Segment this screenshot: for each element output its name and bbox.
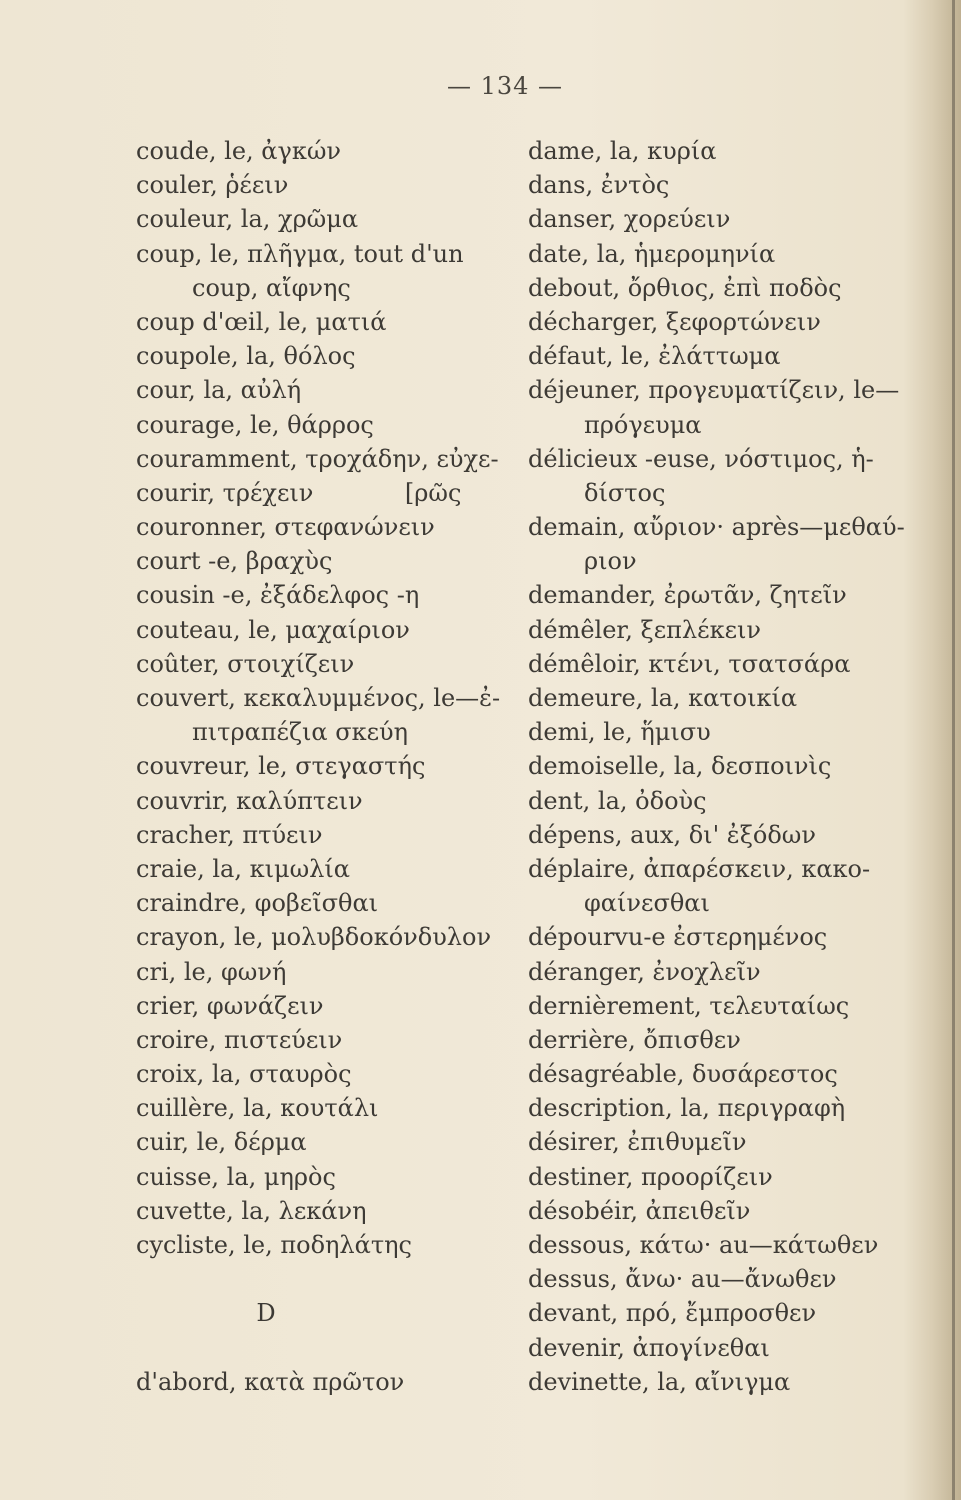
- dictionary-entry: cuillère, la, κουτάλι: [136, 1094, 379, 1123]
- dictionary-entry: date, la, ἡμερομηνία: [528, 239, 776, 268]
- dictionary-entry: cuisse, la, μηρὸς: [136, 1162, 336, 1191]
- dictionary-entry: debout, ὄρθιος, ἐπὶ ποδὸς: [528, 273, 842, 302]
- dictionary-entry: derrière, ὄπισθεν: [528, 1025, 741, 1054]
- dictionary-entry: couleur, la, χρῶμα: [136, 205, 359, 234]
- dictionary-entry: devinette, la, αἴνιγμα: [528, 1367, 791, 1396]
- left-column: [136, 134, 516, 1399]
- dictionary-entry: dessus, ἄνω· au—ἄνωθεν: [528, 1265, 837, 1294]
- dictionary-entry: couler, ῥέειν: [136, 171, 289, 200]
- dictionary-entry: dans, ἐντὸς: [528, 171, 670, 200]
- right-column: [528, 134, 918, 1399]
- dictionary-entry: cracher, πτύειν: [136, 820, 323, 849]
- dictionary-entry: croire, πιστεύειν: [136, 1025, 343, 1054]
- dictionary-entry: déplaire, ἀπαρέσκειν, κακο-: [528, 854, 871, 883]
- dictionary-entry: court -e, βραχὺς: [136, 547, 333, 576]
- section-letter-heading: D: [256, 1299, 276, 1328]
- dictionary-entry: croix, la, σταυρὸς: [136, 1060, 352, 1089]
- dictionary-entry: désirer, ἐπιθυμεῖν: [528, 1128, 747, 1157]
- dictionary-entry: crayon, le, μολυβδοκόνδυλον: [136, 923, 492, 952]
- dictionary-entry: dent, la, ὀδοὺς: [528, 786, 707, 815]
- dictionary-entry: cour, la, αὐλή: [136, 376, 302, 405]
- dictionary-entry: coûter, στοιχίζειν: [136, 649, 355, 678]
- dictionary-entry: crier, φωνάζειν: [136, 991, 324, 1020]
- dictionary-entry: couvreur, le, στεγαστής: [136, 752, 426, 781]
- dictionary-entry: couvrir, καλύπτειν: [136, 786, 363, 815]
- dictionary-entry-continuation: coup, αἴφνης: [192, 273, 351, 302]
- dictionary-entry: description, la, περιγραφὴ: [528, 1094, 846, 1123]
- dictionary-entry: demain, αὔριον· après—μεθαύ-: [528, 513, 905, 542]
- blank-line: [136, 1262, 516, 1296]
- dictionary-entry: craie, la, κιμωλία: [136, 854, 351, 883]
- dictionary-entry-continuation: ριον: [584, 547, 637, 576]
- dictionary-entry: déjeuner, προγευματίζειν, le—: [528, 376, 900, 405]
- dictionary-entry: danser, χορεύειν: [528, 205, 731, 234]
- dictionary-entry: coup, le, πλῆγμα, tout d'un: [136, 239, 464, 268]
- dictionary-entry: courage, le, θάρρος: [136, 410, 374, 439]
- dictionary-entry: coup d'œil, le, ματιά: [136, 307, 387, 336]
- dictionary-entry: demeure, la, κατοικία: [528, 684, 798, 712]
- dictionary-entry: dépourvu-e ἐστερημένος: [528, 923, 828, 952]
- dictionary-entry: devant, πρό, ἔμπροσθεν: [528, 1299, 817, 1328]
- dictionary-entry-continuation: πρόγευμα: [584, 410, 702, 439]
- dictionary-entry: coude, le, ἀγκών: [136, 137, 342, 165]
- dictionary-entry: dessous, κάτω· au—κάτωθεν: [528, 1231, 879, 1259]
- dictionary-entry: cuvette, la, λεκάνη: [136, 1196, 367, 1225]
- dictionary-entry: craindre, φοβεῖσθαι: [136, 889, 379, 918]
- dictionary-entry: destiner, προορίζειν: [528, 1162, 773, 1191]
- dictionary-entry: dernièrement, τελευταίως: [528, 991, 850, 1020]
- dictionary-entry: demoiselle, la, δεσποινὶς: [528, 752, 832, 781]
- dictionary-entry: demi, le, ἥμισυ: [528, 718, 711, 747]
- dictionary-entry: démêloir, κτένι, τσατσάρα: [528, 649, 851, 678]
- dictionary-entry: délicieux -euse, νόστιμος, ἡ-: [528, 444, 874, 473]
- dictionary-entry: demander, ἐρωτᾶν, ζητεῖν: [528, 581, 847, 610]
- dictionary-entry: couronner, στεφανώνειν: [136, 513, 435, 542]
- dictionary-entry: démêler, ξεπλέκειν: [528, 615, 762, 644]
- dictionary-entry-continuation: φαίνεσθαι: [584, 889, 710, 918]
- dictionary-entry-continuation: δίστος: [584, 478, 666, 507]
- dictionary-entry-continuation: πιτραπέζια σκεύη: [192, 718, 409, 747]
- dictionary-entry: couvert, κεκαλυμμένος, le—ἐ-: [136, 684, 501, 712]
- dictionary-entry: d'abord, κατὰ πρῶτον: [136, 1367, 405, 1396]
- dictionary-entry: courir, τρέχειν [ρῶς: [136, 478, 462, 507]
- page-number: — 134 —: [446, 72, 564, 100]
- dictionary-entry: désobéir, ἀπειθεῖν: [528, 1196, 751, 1225]
- dictionary-entry: décharger, ξεφορτώνειν: [528, 307, 821, 336]
- dictionary-entry: couteau, le, μαχαίριον: [136, 615, 410, 644]
- dictionary-entry: cuir, le, δέρμα: [136, 1128, 307, 1157]
- dictionary-entry: cycliste, le, ποδηλάτης: [136, 1231, 412, 1259]
- dictionary-entry: coupole, la, θόλος: [136, 342, 356, 371]
- blank-line: [136, 1331, 516, 1365]
- dictionary-entry: déranger, ἐνοχλεῖν: [528, 957, 761, 986]
- dictionary-entry: dame, la, κυρία: [528, 137, 717, 165]
- dictionary-entry: défaut, le, ἐλάττωμα: [528, 342, 781, 371]
- dictionary-entry: cousin -e, ἐξάδελφος -η: [136, 581, 420, 610]
- dictionary-entry: cri, le, φωνή: [136, 957, 287, 986]
- dictionary-entry: devenir, ἀπογίνεθαι: [528, 1333, 770, 1362]
- dictionary-entry: désagréable, δυσάρεστος: [528, 1060, 838, 1089]
- page-edge: [952, 0, 955, 1500]
- dictionary-entry: dépens, aux, δι' ἐξόδων: [528, 820, 816, 849]
- dictionary-entry: couramment, τροχάδην, εὐχε-: [136, 444, 499, 473]
